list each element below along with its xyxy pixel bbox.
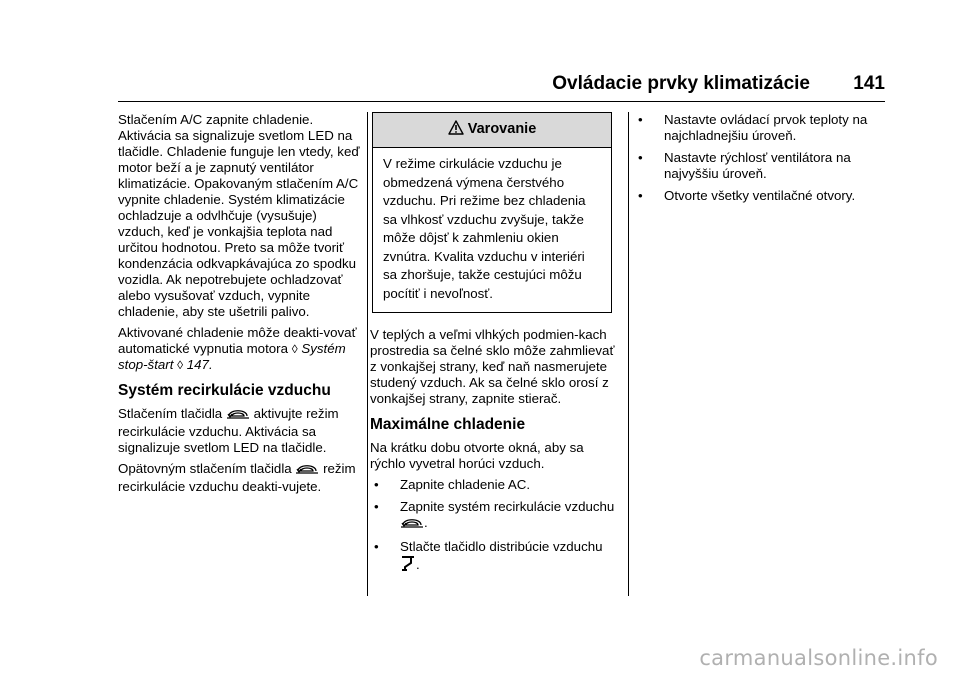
warning-triangle-icon <box>448 120 464 139</box>
bullet-icon: • <box>638 150 643 165</box>
list-item-text: Nastavte rýchlosť ventilátora na najvyššiu úroveň. <box>664 150 851 181</box>
recirculation-icon <box>295 461 319 479</box>
paragraph-ac: Stlačením A/C zapnite chladenie. Aktivácia sa signalizuje svetlom LED na tlačidle. Chladenie funguje len vtedy, keď motor beží a je zapnutý ventilátor klimatizácie. Opakovaným stlačením A/C vypnite chladenie. Systém klimatizácie ochladzuje a odvlhčuje (vysušuje) vzduch, keď je vonkajšia teplota nad určitou hodnotou. Preto sa môže tvoriť kondenzácia odkvapkávajúca zo spodku vozidla. Ak nepotrebujete ochladzovať alebo vysušovať vzduch, vypnite chladenie, aby ste ušetrili palivo. <box>118 112 360 319</box>
xref-link[interactable]: Systém stop-štart <box>118 341 346 372</box>
page-number: 141 <box>853 73 885 94</box>
paragraph-text: Opätovným stlačením tlačidla <box>118 461 292 476</box>
bullet-icon: • <box>638 188 643 203</box>
warning-title: Varovanie <box>467 121 537 137</box>
list-item <box>370 539 615 575</box>
list-item-text-part: Stlačte tlačidlo distribúcie vzduchu <box>400 539 603 554</box>
paragraph-max-cooling: Na krátku dobu otvorte okná, aby sa rýchlo vyvetral horúci vzduch. <box>370 440 584 471</box>
recirculation-icon <box>400 515 424 533</box>
bullet-icon: • <box>638 112 643 127</box>
section-title: Ovládacie prvky klimatizácie <box>552 73 810 94</box>
heading-max-cooling: Maximálne chladenie <box>370 416 526 433</box>
list-item <box>370 499 615 533</box>
watermark: carmanualsonline.info <box>699 646 938 670</box>
xref-arrow-icon: ◊ <box>177 358 184 372</box>
paragraph-humid: V teplých a veľmi vlhkých podmien-kach prostredia sa čelné sklo môže zahmlievať z vonkajšej strany, keď naň nasmerujete studený vzduch. Ak sa čelné sklo orosí z vonkajšej strany, zapnite stierač. <box>370 327 615 406</box>
list-item-text-part: Zapnite systém recirkulácie vzduchu <box>400 499 615 514</box>
list-item-text: Zapnite chladenie AC. <box>400 477 531 492</box>
column-right <box>634 112 886 210</box>
paragraph-text: Aktivované chladenie môže deakti-vovať automatické vypnutia motora <box>118 325 357 356</box>
list-item <box>634 150 886 182</box>
list-item-text <box>400 499 615 533</box>
bullet-icon: • <box>374 539 379 554</box>
air-distribution-icon <box>400 555 416 575</box>
paragraph-text: aktivujte režim recirkulácie vzduchu. Aktivácia sa signalizuje svetlom LED na tlačidle. <box>118 406 339 455</box>
column-divider <box>367 112 368 596</box>
xref-arrow-icon: ◊ <box>291 342 298 356</box>
header-divider <box>118 101 885 102</box>
xref-page[interactable]: 147 <box>186 357 209 372</box>
list-item <box>634 188 886 204</box>
paragraph-recirc-on <box>118 406 360 456</box>
column-divider <box>628 112 629 596</box>
paragraph-text: Stlačením tlačidla <box>118 406 223 421</box>
paragraph-text: režim recirkulácie vzduchu deakti-vujete. <box>118 461 356 494</box>
warning-text: V režime cirkulácie vzduchu je obmedzená výmena čerstvého vzduchu. Pri režime bez chladenia sa vlhkosť vzduchu zvyšuje, takže môže dôjsť k zahmleniu okien zvnútra. Kvalita vzduchu v interiéri sa zhoršuje, takže cestujúci môžu pocítiť i nevoľnosť. <box>383 156 586 301</box>
heading-recirculation: Systém recirkulácie vzduchu <box>118 382 331 399</box>
list-item-text <box>400 539 615 575</box>
paragraph-recirc-off <box>118 461 360 495</box>
column-left <box>118 112 360 500</box>
warning-box <box>372 112 612 313</box>
list-item-text-part: . <box>416 557 420 572</box>
list-item <box>370 477 615 493</box>
column-middle <box>370 112 615 581</box>
list-item-text-part: . <box>424 515 428 530</box>
list-item-text: Nastavte ovládací prvok teploty na najchladnejšiu úroveň. <box>664 112 868 143</box>
bullet-icon: • <box>374 477 379 492</box>
list-item-text: Otvorte všetky ventilačné otvory. <box>664 188 856 203</box>
warning-header <box>373 113 611 148</box>
list-item <box>634 112 886 144</box>
paragraph-stop-start: Aktivované chladenie môže deakti-vovať automatické vypnutia motora ◊ Systém stop-štart ◊ 147. <box>118 325 357 372</box>
bullet-icon: • <box>374 499 379 514</box>
recirculation-icon <box>226 406 250 424</box>
